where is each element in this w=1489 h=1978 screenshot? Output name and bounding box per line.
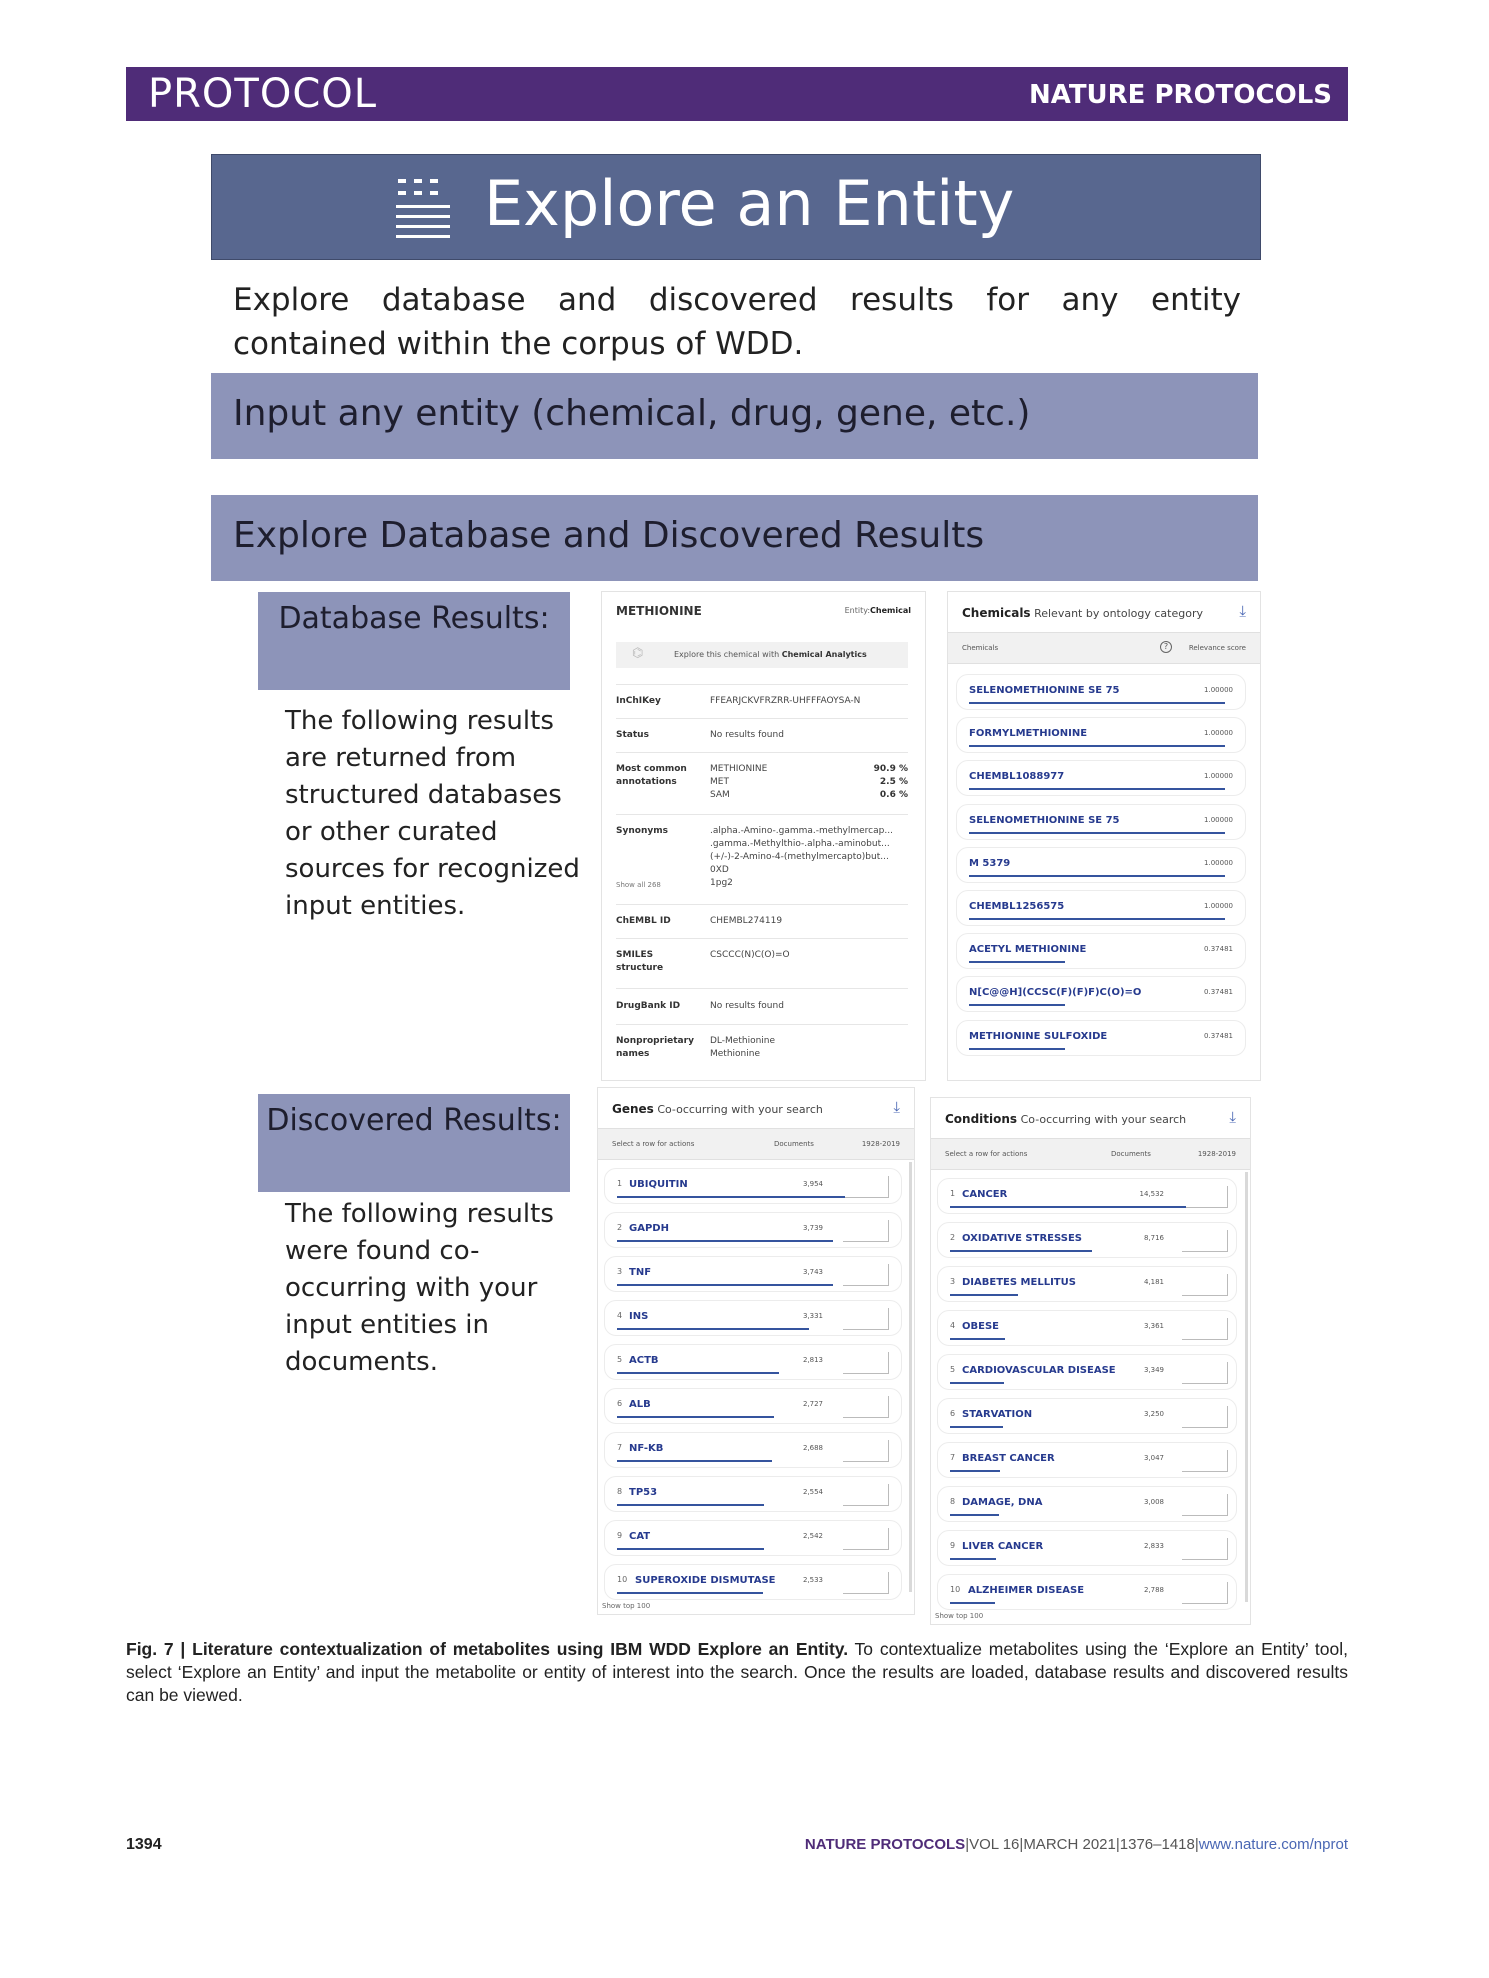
rank: 9 (617, 1531, 623, 1540)
gene-row[interactable] (604, 1520, 902, 1556)
trend-sparkline (1182, 1494, 1228, 1516)
gene-row[interactable] (604, 1388, 902, 1424)
condition-name: LIVER CANCER (962, 1541, 1044, 1552)
trend-sparkline (1182, 1318, 1228, 1340)
document-count-bar (950, 1514, 999, 1516)
gene-row[interactable] (604, 1564, 902, 1600)
page-number: 1394 (126, 1836, 162, 1853)
explore-entity-title-box (211, 154, 1261, 260)
gene-name: TNF (629, 1267, 652, 1278)
gene-name: SUPEROXIDE DISMUTASE (635, 1575, 776, 1586)
download-icon[interactable]: ⤓ (893, 1098, 900, 1116)
trend-sparkline (1182, 1230, 1228, 1252)
condition-row[interactable] (937, 1398, 1237, 1434)
gene-row[interactable] (604, 1256, 902, 1292)
molecule-icon: ⌬ (632, 646, 644, 661)
chemical-name: N[C@@H](CCSC(F)(F)F)C(O)=O (969, 987, 1142, 999)
document-count-bar (617, 1196, 845, 1198)
rank: 9 (950, 1541, 956, 1550)
chemical-name: ACETYL METHIONINE (969, 944, 1087, 956)
gene-name: NF-KB (629, 1443, 664, 1454)
chemicals-column-header: Chemicals ? Relevance score (948, 632, 1260, 664)
trend-sparkline (843, 1572, 889, 1594)
document-count: 3,331 (802, 1312, 823, 1320)
document-count-bar (950, 1602, 995, 1604)
chemical-analytics-link[interactable]: ⌬ Explore this chemical with Chemical Analytics (616, 642, 908, 668)
gene-row[interactable] (604, 1476, 902, 1512)
condition-name: BREAST CANCER (962, 1453, 1055, 1464)
document-count-bar (617, 1416, 774, 1418)
document-count-bar (617, 1284, 833, 1286)
trend-sparkline (843, 1484, 889, 1506)
document-count: 2,542 (802, 1532, 823, 1540)
entity-name: METHIONINE (616, 604, 702, 618)
chemical-row[interactable] (956, 674, 1246, 710)
rank: 4 (950, 1321, 956, 1330)
drugbank-row: DrugBank ID No results found (616, 988, 908, 1024)
conditions-panel-title: Conditions Co-occurring with your search (945, 1112, 1187, 1126)
journal-url[interactable]: www.nature.com/nprot (1198, 1836, 1348, 1853)
chemical-name: FORMYLMETHIONINE (969, 728, 1088, 740)
chemical-name: SELENOMETHIONINE SE 75 (969, 814, 1120, 826)
inchikey-row: InChIKey FFEARJCKVFRZRR-UHFFFAOYSA-N (616, 684, 908, 718)
entity-type: Entity:Chemical (844, 606, 911, 615)
document-count-bar (950, 1250, 1092, 1252)
document-count: 2,813 (802, 1356, 823, 1364)
relevance-score: 1.00000 (1204, 815, 1233, 824)
trend-sparkline (843, 1396, 889, 1418)
condition-row[interactable] (937, 1178, 1237, 1214)
document-count: 3,047 (1143, 1454, 1164, 1462)
genes-column-header: Select a row for actions Documents 1928-2019 (598, 1128, 914, 1160)
chemical-row[interactable] (956, 1020, 1246, 1056)
document-count-bar (617, 1240, 833, 1242)
relevance-bar (969, 875, 1225, 877)
chemical-row[interactable] (956, 760, 1246, 796)
rank: 7 (950, 1453, 956, 1462)
gene-name: INS (629, 1311, 649, 1322)
relevance-score: 1.00000 (1204, 902, 1233, 910)
relevance-score: 1.00000 (1204, 772, 1233, 781)
trend-sparkline (843, 1220, 889, 1242)
document-count-bar (950, 1338, 1005, 1340)
rank: 7 (617, 1443, 623, 1452)
document-count: 3,739 (802, 1224, 823, 1232)
database-results-label: Database Results: (258, 592, 570, 690)
document-count: 2,833 (1143, 1542, 1164, 1550)
trend-sparkline (843, 1528, 889, 1550)
rank: 1 (617, 1179, 623, 1188)
document-count-bar (950, 1382, 1004, 1384)
document-count-bar (950, 1558, 996, 1560)
rank: 3 (617, 1267, 623, 1276)
rank: 5 (950, 1365, 956, 1374)
journal-footer: NATURE PROTOCOLS|VOL 16|MARCH 2021|1376–1418|www.nature.com/nprot (804, 1836, 1348, 1853)
relevance-bar (969, 918, 1225, 920)
annotation-names: METHIONINE MET SAM (710, 764, 768, 800)
document-count: 3,008 (1143, 1498, 1164, 1506)
condition-name: DAMAGE, DNA (962, 1497, 1043, 1508)
discovered-results-label: Discovered Results: (258, 1094, 570, 1192)
conditions-column-header: Select a row for actions Documents 1928-2019 (931, 1138, 1250, 1170)
trend-sparkline (843, 1308, 889, 1330)
rank: 6 (617, 1399, 623, 1408)
document-count-bar (617, 1460, 772, 1462)
chemical-name: M 5379 (969, 857, 1011, 869)
relevance-score: 0.37481 (1204, 1031, 1233, 1040)
condition-name: STARVATION (962, 1409, 1033, 1420)
database-results-desc: The following results are returned from structured databases or other curated sources for recognized input entities. (285, 706, 580, 921)
relevance-bar (969, 1004, 1065, 1006)
condition-row[interactable] (937, 1266, 1237, 1302)
document-count: 4,181 (1143, 1278, 1164, 1286)
show-all-synonyms-link[interactable]: Show all 268 (616, 881, 661, 889)
chemical-name: SELENOMETHIONINE SE 75 (969, 685, 1120, 696)
list-icon (394, 177, 452, 239)
chemicals-panel-title: Chemicals Relevant by ontology category (962, 606, 1203, 620)
chemical-row[interactable] (956, 890, 1246, 926)
relevance-bar (969, 961, 1065, 963)
relevance-bar (969, 1048, 1065, 1050)
gene-row[interactable] (604, 1212, 902, 1248)
entity-details-panel (601, 591, 926, 1081)
document-count-bar (617, 1372, 779, 1374)
rank: 3 (950, 1277, 956, 1286)
chembl-row: ChEMBL ID CHEMBL274119 (616, 904, 908, 938)
synonym-list: .alpha.-Amino-.gamma.-methylmercap... .gamma.-Methylthio-.alpha.-aminobut... (+/-)-2-Amino-4-(methylmercapto)but... 0XD 1pg2 (710, 826, 893, 888)
condition-row[interactable] (937, 1442, 1237, 1478)
rank: 2 (617, 1223, 623, 1232)
relevance-bar (969, 702, 1225, 704)
trend-sparkline (1182, 1538, 1228, 1560)
relevance-score: 1.00000 (1204, 686, 1233, 694)
trend-sparkline (1182, 1406, 1228, 1428)
condition-name: CARDIOVASCULAR DISEASE (962, 1365, 1116, 1376)
show-top-100-link[interactable]: Show top 100 (935, 1612, 984, 1620)
relevance-bar (969, 745, 1225, 747)
condition-name: DIABETES MELLITUS (962, 1277, 1076, 1288)
section-label: PROTOCOL (148, 71, 378, 117)
figure-title: Explore an Entity (484, 167, 1015, 240)
intro-text: Explore database and discovered results for any entity contained within the corpus of WDD. (233, 282, 1241, 362)
gene-name: GAPDH (629, 1223, 669, 1234)
annotations-row: Most common annotations METHIONINE MET SAM 90.9 % 2.5 % 0.6 % (616, 752, 908, 814)
rank: 10 (950, 1585, 961, 1594)
document-count-bar (950, 1426, 1003, 1428)
relevance-score: 0.37481 (1204, 945, 1233, 954)
explore-band-text: Explore Database and Discovered Results (233, 515, 985, 556)
document-count: 3,954 (802, 1180, 823, 1188)
scrollbar[interactable] (909, 1162, 912, 1592)
condition-row[interactable] (937, 1530, 1237, 1566)
chemical-row[interactable] (956, 717, 1246, 753)
relevance-bar (969, 832, 1225, 834)
condition-name: CANCER (962, 1189, 1008, 1200)
chemicals-panel (947, 591, 1261, 1081)
rank: 10 (617, 1575, 628, 1584)
document-count: 2,688 (802, 1444, 823, 1452)
rank: 5 (617, 1355, 623, 1364)
input-band-text: Input any entity (chemical, drug, gene, etc.) (233, 393, 1031, 434)
document-count-bar (950, 1470, 1000, 1472)
document-count: 8,716 (1143, 1234, 1164, 1242)
document-count: 2,533 (802, 1576, 823, 1584)
trend-sparkline (843, 1176, 889, 1198)
document-count: 14,532 (1139, 1190, 1164, 1198)
trend-sparkline (1182, 1450, 1228, 1472)
synonyms-row: Synonyms Show all 268 .alpha.-Amino-.gamma.-methylmercap... .gamma.-Methylthio-.alpha.-aminobut... (+/-)-2-Amino-4-(methylmercapto)but... 0XD 1pg2 (616, 814, 908, 904)
input-band (211, 373, 1258, 459)
chemical-name: CHEMBL1088977 (969, 771, 1065, 783)
gene-name: ACTB (629, 1355, 659, 1366)
smiles-row: SMILES structure CSCCC(N)C(O)=O (616, 938, 908, 988)
condition-row[interactable] (937, 1310, 1237, 1346)
gene-name: CAT (629, 1531, 651, 1542)
explore-band (211, 495, 1258, 581)
document-count-bar (950, 1206, 1186, 1208)
document-count-bar (617, 1592, 763, 1594)
document-count: 2,727 (802, 1400, 823, 1408)
condition-row[interactable] (937, 1354, 1237, 1390)
show-top-100-link[interactable]: Show top 100 (602, 1602, 651, 1610)
document-count-bar (950, 1294, 1018, 1296)
condition-name: ALZHEIMER DISEASE (968, 1585, 1085, 1596)
trend-sparkline (1182, 1186, 1228, 1208)
document-count: 3,361 (1143, 1322, 1164, 1330)
rank: 2 (950, 1233, 956, 1242)
rank: 8 (950, 1497, 956, 1506)
chemical-row[interactable] (956, 933, 1246, 969)
gene-row[interactable] (604, 1432, 902, 1468)
genes-panel (597, 1087, 915, 1615)
help-icon[interactable]: ? (1160, 641, 1172, 653)
chemical-row[interactable] (956, 976, 1246, 1012)
gene-row[interactable] (604, 1344, 902, 1380)
relevance-score: 1.00000 (1204, 729, 1233, 738)
chemical-row[interactable] (956, 847, 1246, 883)
annotation-pcts: 90.9 % 2.5 % 0.6 % (873, 764, 908, 800)
download-icon[interactable]: ⤓ (1239, 602, 1246, 620)
gene-name: ALB (629, 1399, 651, 1410)
document-count: 3,250 (1143, 1410, 1164, 1418)
trend-sparkline (1182, 1274, 1228, 1296)
trend-sparkline (1182, 1582, 1228, 1604)
document-count: 3,743 (802, 1268, 823, 1276)
trend-sparkline (843, 1440, 889, 1462)
condition-row[interactable] (937, 1486, 1237, 1522)
relevance-score: 1.00000 (1204, 858, 1233, 867)
genes-panel-title: Genes Co-occurring with your search (612, 1102, 823, 1116)
status-row: Status No results found (616, 718, 908, 752)
document-count-bar (617, 1548, 764, 1550)
document-count: 3,349 (1143, 1366, 1164, 1374)
rank: 4 (617, 1311, 623, 1320)
journal-header-bar (126, 67, 1348, 121)
document-count-bar (617, 1328, 809, 1330)
condition-name: OBESE (962, 1321, 999, 1332)
download-icon[interactable]: ⤓ (1229, 1108, 1236, 1126)
relevance-score: 0.37481 (1204, 988, 1233, 997)
document-count: 2,788 (1143, 1586, 1164, 1594)
chemical-name: METHIONINE SULFOXIDE (969, 1030, 1108, 1042)
chemical-row[interactable] (956, 804, 1246, 840)
figure-caption: Fig. 7 | Literature contextualization of metabolites using IBM WDD Explore an Entity. To contextualize metabolites using the ‘Explore an Entity’ tool, select ‘Explore an Entity’ and input the metabolite or entity of interest into the search. Once the results are loaded, database results and discovered results can be viewed. (126, 1639, 1348, 1705)
rank: 1 (950, 1189, 956, 1198)
conditions-panel (930, 1097, 1251, 1625)
discovered-results-desc: The following results were found co-occurring with your input entities in documents. (285, 1199, 554, 1377)
gene-name: TP53 (629, 1487, 658, 1498)
nonproprietary-row: Nonproprietary names DL-Methionine Methionine (616, 1024, 908, 1074)
condition-row[interactable] (937, 1222, 1237, 1258)
scrollbar[interactable] (1245, 1172, 1248, 1602)
rank: 8 (617, 1487, 623, 1496)
trend-sparkline (1182, 1362, 1228, 1384)
condition-row[interactable] (937, 1574, 1237, 1610)
gene-name: UBIQUITIN (629, 1179, 688, 1190)
gene-row[interactable] (604, 1168, 902, 1204)
journal-name: NATURE PROTOCOLS (1028, 80, 1332, 110)
rank: 6 (950, 1409, 956, 1418)
condition-name: OXIDATIVE STRESSES (962, 1233, 1082, 1244)
trend-sparkline (843, 1264, 889, 1286)
document-count-bar (617, 1504, 764, 1506)
trend-sparkline (843, 1352, 889, 1374)
chemical-name: CHEMBL1256575 (969, 901, 1065, 912)
relevance-bar (969, 788, 1225, 790)
gene-row[interactable] (604, 1300, 902, 1336)
document-count: 2,554 (802, 1488, 823, 1496)
